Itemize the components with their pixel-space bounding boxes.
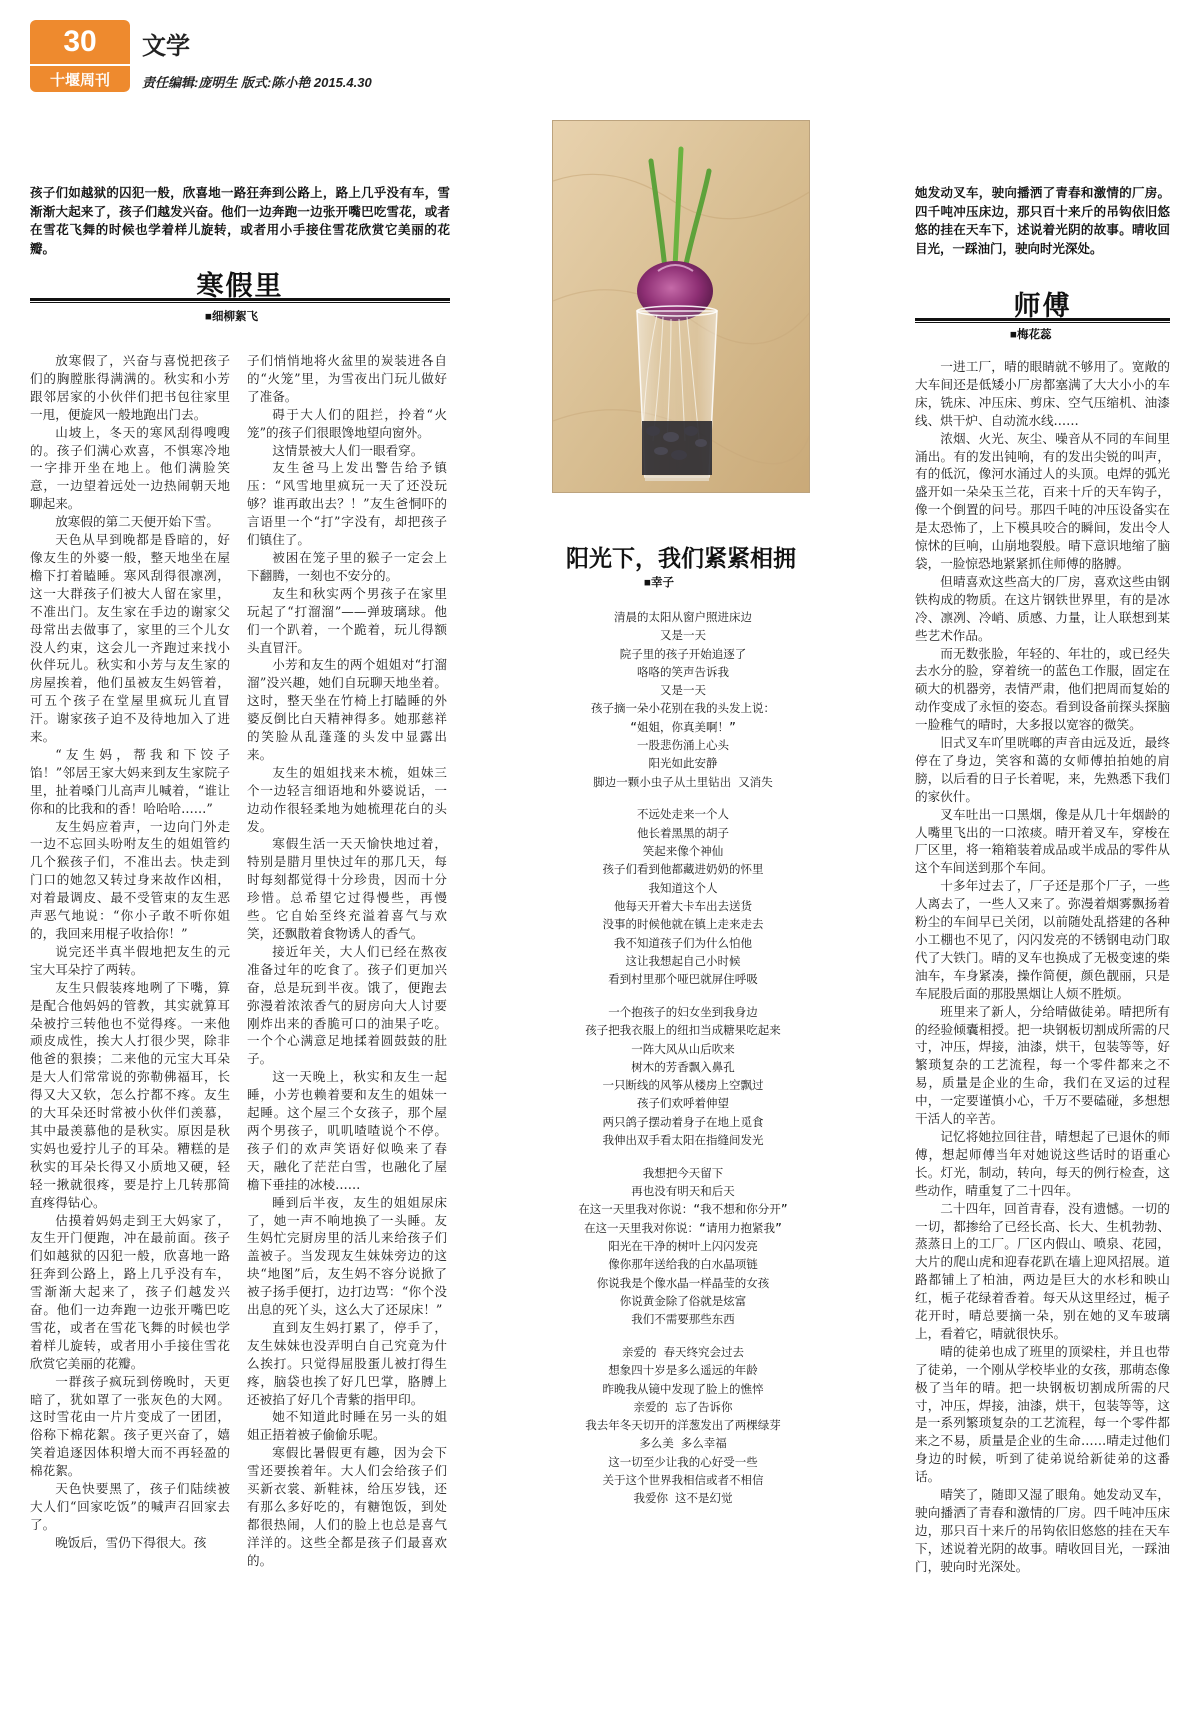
story2-paragraph: 二十四年，回首青春，没有遗憾。一切的一切，都掺给了已经长高、长大、生机勃勃、蒸蒸日上的工厂。厂区内假山、喷泉、花园，大片的爬山虎和迎春花趴在墙上迎风招展。道路都铺上了柏油，两边是巨大的水杉和映山红，栀子花绿着香着。每天从这里经过，栀子花开时，晴总要摘一朵，别在她的叉车玻璃上，看着它，晴就很快乐。 (915, 1200, 1170, 1341)
story1-paragraph: 直到友生妈打累了，停手了，友生妹妹也没弄明白自己究竟为什么挨打。只觉得屈股蛋儿被打得生疼，脑袋也挨了好几巴掌，胳膊上还被掐了好几个青紫的指甲印。 (247, 1319, 447, 1407)
poem-line: 一股悲伤涌上心头 (637, 738, 729, 753)
story2-paragraph: 班里来了新人，分给晴做徒弟。晴把所有的经验倾囊相授。把一块钢板切割成所需的尺寸，冲压，焊接，油漆，烘干，包装等等，好繁琐复杂的工艺流程，每一个零件都来之不易，质量是企业的生命，我们在叉运的过程中，一定要谨慎小心，千万不要磕碰，多想想干活人的辛苦。 (915, 1003, 1170, 1127)
poem-line: 孩子们欢呼着伸望 (637, 1096, 729, 1111)
poem-stanza (550, 1003, 816, 1149)
story1-paragraph: 寒假生活一天天愉快地过着，特别是腊月里快过年的那几天，每时每刻都觉得十分珍贵，因而十分珍惜。总希望它过得慢些，再慢些。它自始至终充溢着喜气与欢笑，还飘散着食物诱人的香气。 (247, 836, 447, 941)
story2-paragraph: 一进工厂，晴的眼睛就不够用了。宽敞的大车间还是低矮小厂房都塞满了大大小小的车床，铣床、冲压床、剪床、空气压缩机、油漆线、烘干炉、自动流水线…… (915, 359, 1170, 428)
poem-line: 院子里的孩子开始追逐了 (619, 646, 747, 661)
poem-line: 树木的芳香飘入鼻孔 (631, 1059, 735, 1074)
poem-line: 又是一天 (660, 628, 706, 643)
poem-stanza (550, 805, 816, 988)
story2-title-rule (915, 318, 1170, 321)
poem-line: 我想把今天留下 (642, 1165, 724, 1180)
onion-vase-photo (552, 120, 810, 493)
poem-line: 清晨的太阳从窗户照进床边 (614, 610, 752, 624)
story1-paragraph: 小芳和友生的两个姐姐对“打溜溜”没兴趣，她们自玩聊天地坐着。这时，整天坐在竹椅上打瞌睡的外婆反倒比白天精神得多。她那慈祥的笑脸从乱蓬蓬的头发中显露出来。 (247, 657, 447, 762)
poem-line: 你说我是个像水晶一样晶莹的女孩 (596, 1275, 770, 1290)
story2-title: 师傅 (1013, 291, 1072, 322)
poem-line: 脚边一颗小虫子从土里钻出 又消失 (593, 774, 773, 789)
story1-paragraph: 晚饭后，雪仍下得很大。孩 (55, 1534, 207, 1550)
poem-line: 我爱你 这不是幻觉 (633, 1491, 733, 1506)
masthead (30, 20, 450, 96)
story2-paragraph: 晴的徒弟也成了班里的顶梁柱，并且也带了徒弟，一个刚从学校毕业的女孩，那萌态像极了当年的晴。把一块钢板切割成所需的尺寸，冲压，焊接，油漆，烘干，包装等等，这是一系列繁琐复杂的工艺流程，每一个零件都来之不易，质量是企业的生命……晴走过他们身边的时候，听到了徒弟说给新徒弟的这番话。 (915, 1343, 1170, 1485)
story1-paragraph: 说完还半真半假地把友生的元宝大耳朵拧了两转。 (30, 943, 230, 977)
story1-paragraph: 放寒假的第二天便开始下雪。 (55, 514, 219, 530)
section-title: 文学 (142, 31, 190, 60)
story2-paragraph: 十多年过去了，厂子还是那个厂子，一些人离去了，一些人又来了。弥漫着烟雾飘扬着粉尘的车间早已关闭，以前随处乱搭建的各种小工棚也不见了，闪闪发亮的不锈钢电动门取代了大铁门。晴的叉车也换成了无极变速的柴油车，车身紧凑，操作简便，颜色靓丽，只是车屁股后面的那股黑烟让人烦不胜烦。 (915, 878, 1170, 1001)
story2-intro: 她发动叉车，驶向播洒了青春和激情的厂房。四千吨冲压床边，那只百十来斤的吊钩依旧悠悠的挂在天车下，述说着光阴的故事。晴收回目光，一踩油门，驶向时光深处。 (915, 185, 1170, 256)
poem-line: 他每天开着大卡车出去送货 (614, 898, 752, 913)
onion-vase-illustration (553, 121, 810, 493)
poem-line: 我去年冬天切开的洋葱发出了两棵绿芽 (585, 1418, 781, 1433)
story1-paragraph: 子们悄悄地将火盆里的炭装进各自的“火笼”里，为雪夜出门玩儿做好了准备。 (247, 353, 447, 404)
poem-line: 多么美 多么幸福 (639, 1436, 727, 1451)
story2-paragraph: 叉车吐出一口黑烟，像是从几十年烟龄的人嘴里飞出的一口浓痰。晴开着叉车，穿梭在厂区里，将一箱箱装着成品或半成品的零件从这个车间送到那个车间。 (915, 806, 1170, 876)
poem-line: 你说黄金除了俗就是炫富 (619, 1293, 747, 1308)
story1-paragraph: 一群孩子疯玩到傍晚时，天更暗了，犹如罩了一张灰色的大网。这时雪花由一片片变成了一团团，俗称下棉花絮。孩子更兴奋了，嬉笑着追逐因体积增大而不再轻盈的棉花絮。 (30, 1373, 230, 1479)
story1-paragraph: 友生只假装疼地咧了下嘴，算是配合他妈妈的管教，其实就算耳朵被拧三转他也不觉得疼。一来他顽皮成性，挨大人打很少哭，除非他爸的狠揍；二来他的元宝大耳朵是大人们常常说的弥勒佛福耳，长得又大又软，怎么拧都不疼。友生的大耳朵还时常被小伙伴们羡慕，其中最羡慕他的是秋实。原因是秋实妈也爱拧儿子的耳朵。糟糕的是秋实的耳朵长得又小质地又硬，轻轻一揪就很疼，要是拧上几转那简直疼得钻心。 (30, 979, 230, 1210)
poem-line: 一阵大风从山后吹来 (631, 1041, 735, 1056)
story2-title-rule-thin (915, 322, 1170, 323)
poem-line: 昨晚我从镜中发现了脸上的憔悴 (602, 1381, 764, 1396)
poem-stanza (550, 1164, 816, 1329)
story1-paragraph: 这一天晚上，秋实和友生一起睡，小芳也赖着要和友生的姐妹一起睡。这个屋三个女孩子，那个屋两个男孩子，叽叽喳喳说个不停。孩子们的欢声笑语好似唤来了春天，融化了茫茫白雪，也融化了屋檐下垂挂的冰棱…… (247, 1069, 447, 1192)
poem-line: 他长着黑黑的胡子 (637, 825, 729, 840)
poem-line: 又是一天 (660, 683, 706, 698)
story1-paragraph: 这情景被大人们一眼看穿。 (272, 442, 424, 458)
poem-line: 再也没有明天和后天 (631, 1184, 735, 1199)
poem-line: 孩子把我衣服上的纽扣当成糖果吃起来 (585, 1023, 781, 1038)
story2-paragraph: 而无数张脸，年轻的、年壮的，或已经失去水分的脸，穿着统一的蓝色工作服，固定在硕大的机器旁，表情严肃，他们把周而复始的动作变成了永恒的姿态。看到设备前探头探脑一脸稚气的晴时，大多报以宽容的微笑。 (915, 645, 1170, 733)
story1-title: 寒假里 (196, 271, 284, 302)
story1-intro: 孩子们如越狱的囚犯一般，欣喜地一路狂奔到公路上，路上几乎没有车，雪渐渐大起来了，孩子们越发兴奋。他们一边奔跑一边张开嘴巴吃雪花，或者在雪花飞舞的时候也学着样儿旋转，或者用小手接住雪花欣赏它美丽的花瓣。 (30, 185, 450, 256)
story1-paragraph: 天色从早到晚都是昏暗的，好像友生的外婆一般，整天地坐在屋檐下打着瞌睡。寒风刮得很凛冽，这一大群孩子们被大人留在家里，不准出门。友生家在手边的谢家父母常出去做事了，家里的三个儿女没人约束，这会儿一齐跑过来找小伙伴玩儿。秋实和小芳与友生家的房屋挨着，他们虽被友生妈管着，可五个孩子在堂屋里疯玩儿直冒汗。谢家孩子迫不及待地加入了进来。 (30, 532, 230, 745)
story1-paragraph: 估摸着妈妈走到王大妈家了，友生开门便跑，冲在最前面。孩子们如越狱的囚犯一般，欣喜地一路狂奔到公路上，路上几乎没有车，雪渐渐大起来了，孩子们越发兴奋。他们一边奔跑一边张开嘴巴吃雪花，或者在雪花飞舞的时候也学着样儿旋转，或者用小手接住雪花欣赏它美丽的花瓣。 (30, 1212, 230, 1371)
poem-line: 像你那年送给我的白水晶项链 (608, 1257, 758, 1272)
story1-paragraph: “友生妈，帮我和下饺子馅！”邻居王家大妈来到友生家院子里，扯着嗓门儿高声儿喊着，“谁让你和的比我和的香！哈哈哈……” (30, 746, 230, 816)
poem-line: 我不知道孩子们为什么怕他 (614, 935, 752, 950)
story2-body (915, 358, 1170, 1692)
story2-paragraph: 但晴喜欢这些高大的厂房，喜欢这些由钢铁构成的物质。在这片钢铁世界里，有的是冰冷、凛冽、冷峭、质感、力量，让人联想到某些艺术作品。 (915, 573, 1170, 643)
poem-line: 我知道这个人 (648, 880, 718, 895)
poem-line: 孩子摘一朵小花别在我的头发上说： (591, 701, 775, 716)
editor-credits: 责任编辑:庞明生 版式:陈小艳 2015.4.30 (142, 75, 372, 90)
story2-byline: ■梅花蕊 (1010, 329, 1052, 341)
story2-paragraph: 旧式叉车吖里咣啷的声音由远及近，最终停在了身边，笑容和蔼的女师傅拍拍她的肩膀，以后看的日子长着呢，来，先熟悉下我们的家伙什。 (915, 735, 1170, 804)
story1-paragraph: 友生爸马上发出警告给予镇压：“风雪地里疯玩一天了还没玩够？谁再敢出去？！”友生爸恫吓的言语里一个“打”字没有，却把孩子们镇住了。 (247, 460, 447, 548)
poem-line: 笑起来像个神仙 (642, 844, 724, 859)
story2-paragraph: 记忆将她拉回往昔，晴想起了已退休的师傅，想起师傅当年对她说这些话时的语重心长。灯光，制动，转向，每天的例行检查，这些动作，晴重复了二十四年。 (915, 1128, 1170, 1198)
story1-paragraph: 放寒假了，兴奋与喜悦把孩子们的胸膛胀得满满的。秋实和小芳跟邻居家的小伙伴们把书包往家里一甩，便旋风一般地跑出门去。 (30, 353, 230, 422)
story1-byline: ■细柳絮飞 (205, 311, 258, 323)
poem-line: 阳光如此安静 (648, 756, 718, 771)
story1-paragraph: 碍于大人们的阻拦，拎着“火笼”的孩子们很眼馋地望向窗外。 (247, 406, 447, 440)
poem-title: 阳光下，我们紧紧相拥 (566, 545, 796, 572)
paper-name: 十堰周刊 (30, 64, 130, 92)
poem-line: 一只断线的风筝从楼房上空飘过 (602, 1078, 764, 1093)
story1-paragraph: 友生和秋实两个男孩子在家里玩起了“打溜溜”——弹玻璃球。他们一个趴着，一个跪着，玩儿得额头直冒汗。 (247, 585, 447, 655)
poem-line: 这让我想起自己小时候 (625, 953, 741, 968)
poem-line: 在这一天里我对你说：“请用力抱紧我” (584, 1220, 782, 1235)
story1-paragraph: 她不知道此时睡在另一头的姐姐正捂着被子偷偷乐呢。 (247, 1409, 447, 1443)
story2-paragraph: 浓烟、火光、灰尘、噪音从不同的车间里涌出。有的发出钝响，有的发出尖锐的叫声，有的低沉，像河水涌过人的头顶。电焊的弧光盛开如一朵朵玉兰花，百来十斤的天车钩子，像一个倒置的问号。那四千吨的冲压设备实在是太恐怖了，上下模具咬合的瞬间，发出令人惊怵的巨响，山崩地裂般。晴下意识地缩了脑袋，一脸惊恐地紧紧抓住师傅的胳膊。 (915, 430, 1170, 571)
poem-line: 咯咯的笑声告诉我 (637, 664, 729, 679)
story1-column-2 (247, 352, 447, 1692)
poem-line: 孩子们看到他都藏进奶奶的怀里 (602, 862, 764, 877)
poem-byline: ■幸子 (644, 577, 674, 589)
poem-line: 一个抱孩子的妇女坐到我身边 (608, 1004, 758, 1019)
poem-line: 关于这个世界我相信或者不相信 (602, 1473, 764, 1488)
poem-line: 不远处走来一个人 (637, 807, 729, 822)
poem-line: 没事的时候他就在镇上走来走去 (602, 917, 764, 932)
story1-paragraph: 天色快要黑了，孩子们陆续被大人们“回家吃饭”的喊声召回家去了。 (30, 1481, 230, 1532)
story1-paragraph: 睡到后半夜，友生的姐姐尿床了，她一声不响地换了一头睡。友生妈忙完厨房里的活儿来给孩子们盖被子。当发现友生妹妹旁边的这块“地图”后，友生妈不容分说掀了被子扬手便打，边打边骂：“你个没出息的死丫头，这么大了还尿床！” (247, 1194, 447, 1318)
poem-line: 阳光在干净的树叶上闪闪发亮 (608, 1239, 758, 1253)
poem-line: 在这一天里我对你说：“我不想和你分开” (578, 1202, 788, 1217)
poem-line: 我伸出双手看太阳在指缝间发光 (602, 1133, 764, 1148)
poem-line: 这一切至少让我的心好受一些 (608, 1454, 758, 1469)
poem-line: 两只鸽子摆动着身子在地上觅食 (602, 1114, 764, 1129)
story1-paragraph: 被困在笼子里的猴子一定会上下翻腾，一刻也不安分的。 (247, 549, 447, 583)
story1-paragraph: 寒假比暑假更有趣，因为会下雪还要挨着年。大人们会给孩子们买新衣裳、新鞋袜，给压岁钱，还有那么多好吃的，有糖饱饭，到处都很热闹，人们的脸上也总是喜气洋洋的。这些全都是孩子们最喜欢的。 (247, 1445, 447, 1568)
story2-paragraph: 晴笑了，随即又湿了眼角。她发动叉车，驶向播洒了青春和激情的厂房。四千吨冲压床边，那只百十来斤的吊钩依旧悠悠的挂在天车下，述说着光阴的故事。晴收回目光，一踩油门，驶向时光深处。 (915, 1487, 1170, 1574)
poem-body (550, 608, 816, 1522)
poem-line: “姐姐，你真美啊！” (630, 719, 736, 734)
story1-paragraph: 接近年关，大人们已经在熬夜准备过年的吃食了。孩子们更加兴奋，总是玩到半夜。饿了，便跑去弥漫着浓浓香气的厨房向大人讨要刚炸出来的香脆可口的油果子吃。一个个心满意足地揉着圆鼓鼓的肚子。 (247, 943, 447, 1067)
story1-paragraph: 友生的姐姐找来木梳，姐妹三个一边轻言细语地和外婆说话，一边动作很轻柔地为她梳理花白的头发。 (247, 764, 447, 834)
poem-line: 亲爱的 春天终究会过去 (622, 1344, 744, 1359)
poem-line: 我们不需要那些东西 (631, 1312, 735, 1327)
poem-stanza (550, 1343, 816, 1508)
story1-paragraph: 山坡上，冬天的寒风刮得嗖嗖的。孩子们满心欢喜，不惧寒冷地一字排开坐在地上。他们满脸笑意，一边望着远处一边热闹朝天地聊起来。 (30, 424, 230, 512)
page-number: 30 (30, 20, 130, 64)
poem-stanza (550, 608, 816, 791)
poem-line: 看到村里那个哑巴就屏住呼吸 (608, 972, 758, 987)
poem-line: 想象四十岁是多么遥远的年龄 (608, 1363, 758, 1378)
poem-line: 亲爱的 忘了告诉你 (633, 1399, 733, 1414)
story1-paragraph: 友生妈应着声，一边向门外走一边不忘回头吩咐友生的姐姐管约几个猴孩子们，不准出去。快走到门口的她忽又转过身来故作凶相，对着最调皮、最不受管束的友生恶声恶气地说：“你小子敢不听你姐的，我回来用棍子收拾你！” (30, 818, 230, 941)
story1-column-1 (30, 352, 230, 1692)
